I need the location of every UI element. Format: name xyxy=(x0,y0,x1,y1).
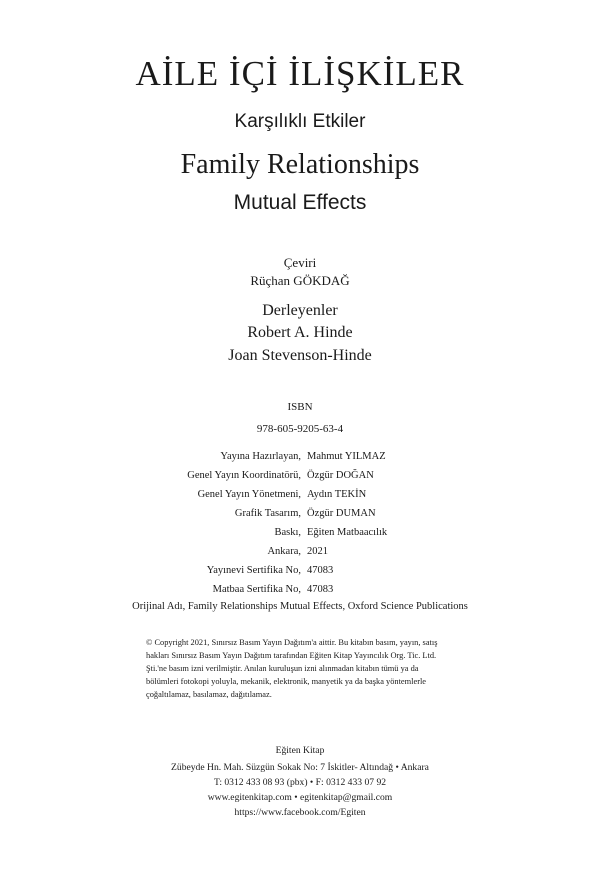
book-title: AİLE İÇİ İLİŞKİLER xyxy=(135,54,465,93)
publisher-address: Zübeyde Hn. Mah. Süzgün Sokak No: 7 İskitler- Altındağ • Ankara xyxy=(171,762,429,773)
isbn-value: 978-605-9205-63-4 xyxy=(256,423,344,435)
credit-value: 47083 xyxy=(307,565,334,576)
credit-label: Matbaa Sertifika No, xyxy=(212,584,301,595)
credit-row xyxy=(0,561,600,580)
copyright-line: bölümleri fotokopi yoluyla, mekanik, elektronik, manyetik ya da başka yöntemlerle xyxy=(146,677,427,686)
credit-value: Aydın TEKİN xyxy=(307,489,367,500)
credit-row xyxy=(0,542,600,561)
credit-row xyxy=(0,466,600,485)
publisher-phone: T: 0312 433 08 93 (pbx) • F: 0312 433 07 92 xyxy=(213,777,387,788)
copyright-line: © Copyright 2021, Sınırsız Basım Yayın Dağıtım'a aittir. Bu kitabın basım, yayın, satış xyxy=(146,638,438,647)
credit-value: 47083 xyxy=(307,584,334,595)
publisher-web-email: www.egitenkitap.com • egitenkitap@gmail.com xyxy=(207,792,393,803)
editor-name: Joan Stevenson-Hinde xyxy=(228,347,372,364)
credit-row xyxy=(0,504,600,523)
credit-value: 2021 xyxy=(307,546,328,557)
editor-name: Robert A. Hinde xyxy=(247,324,353,341)
book-subtitle: Karşılıklı Etkiler xyxy=(234,111,366,132)
translator-name: Rüçhan GÖKDAĞ xyxy=(250,273,350,288)
copyright-line: Şti.'ne basım izni verilmiştir. Anılan kuruluşun izni alınmadan kitabın tümü ya da xyxy=(146,664,419,673)
credit-row xyxy=(0,523,600,542)
copyright-notice xyxy=(146,636,462,701)
original-title: Orijinal Adı, Family Relationships Mutual Effects, Oxford Science Publications xyxy=(132,601,468,612)
english-title: Family Relationships xyxy=(180,149,420,180)
publisher-name: Eğiten Kitap xyxy=(275,745,325,756)
credit-row xyxy=(0,580,600,599)
credit-row xyxy=(0,447,600,466)
copyright-line: hakları Sınırsız Basım Yayın Dağıtım tarafından Eğiten Kitap Yayıncılık Org. Tic. Ltd. xyxy=(146,651,437,660)
translation-label: Çeviri xyxy=(283,255,317,270)
copyright-line: çoğaltılamaz, basılamaz, dağıtılamaz. xyxy=(146,690,272,699)
credit-label: Grafik Tasarım, xyxy=(234,508,301,519)
editors-label: Derleyenler xyxy=(262,302,338,319)
credit-value: Mahmut YILMAZ xyxy=(307,451,386,462)
credit-label: Yayına Hazırlayan, xyxy=(220,451,301,462)
credit-value: Özgür DOĞAN xyxy=(307,470,374,481)
credit-label: Genel Yayın Koordinatörü, xyxy=(187,470,301,481)
credit-label: Ankara, xyxy=(267,546,301,557)
publisher-facebook: https://www.facebook.com/Egiten xyxy=(234,807,366,818)
credit-value: Özgür DUMAN xyxy=(307,508,376,519)
credit-label: Baskı, xyxy=(274,527,301,538)
credit-label: Yayınevi Sertifika No, xyxy=(206,565,301,576)
credit-label: Genel Yayın Yönetmeni, xyxy=(197,489,301,500)
credit-value: Eğiten Matbaacılık xyxy=(307,527,388,538)
isbn-label: ISBN xyxy=(287,401,313,413)
english-subtitle: Mutual Effects xyxy=(233,191,367,214)
credit-row xyxy=(0,485,600,504)
credits-list xyxy=(0,447,600,599)
